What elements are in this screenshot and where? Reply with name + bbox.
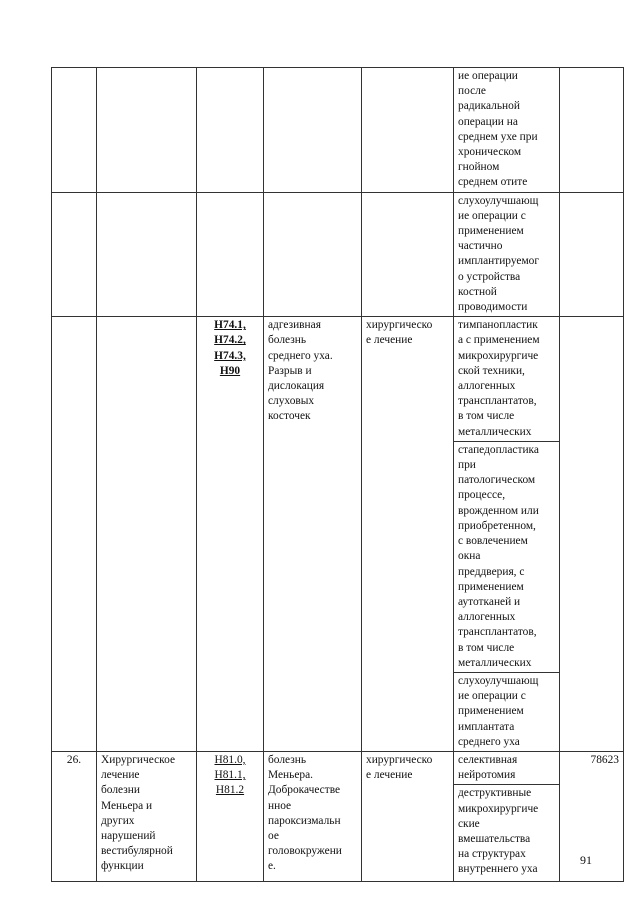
- method-line: среднего уха: [458, 735, 520, 748]
- diagnosis-line: дислокация: [268, 380, 325, 393]
- num-cell: 26.: [52, 751, 97, 881]
- treatment-cell: [362, 317, 454, 752]
- diagnosis-cell: [264, 317, 362, 752]
- method-line: трансплантатов,: [458, 395, 537, 408]
- method-line: в том числе: [458, 410, 515, 423]
- method-line: имплантата: [458, 720, 515, 733]
- method-line: среднем ухе при: [458, 130, 538, 143]
- method-line: применением: [458, 580, 524, 593]
- method-line: среднем отите: [458, 176, 528, 189]
- method-line: операции на: [458, 115, 518, 128]
- name-line: других: [101, 814, 135, 827]
- method-line: на структурах: [458, 848, 526, 861]
- diagnosis-line: среднего уха.: [268, 349, 333, 362]
- diagnosis-line: е.: [268, 860, 276, 873]
- name-line: болезни: [101, 784, 140, 797]
- treatment-line: хирургическо: [366, 319, 433, 332]
- cost-cell: [560, 68, 624, 193]
- method-line: селективная: [458, 753, 518, 766]
- diagnosis-line: адгезивная: [268, 319, 321, 332]
- method-line: ие операции с: [458, 209, 526, 222]
- method-line: в том числе: [458, 641, 515, 654]
- method-line: о устройства: [458, 270, 521, 283]
- diagnosis-line: болезнь: [268, 753, 307, 766]
- diagnosis-line: слуховых: [268, 395, 315, 408]
- diagnosis-cell: [264, 751, 362, 881]
- method-line: проводимости: [458, 301, 528, 314]
- method-line: преддверия, с: [458, 565, 525, 578]
- diagnosis-line: пароксизмальн: [268, 814, 341, 827]
- treatment-line: е лечение: [366, 769, 413, 782]
- method-line: патологическом: [458, 474, 536, 487]
- method-line: радикальной: [458, 100, 520, 113]
- method-cell: [454, 751, 560, 784]
- diagnosis-line: ое: [268, 829, 279, 842]
- name-cell: [97, 751, 197, 881]
- codes-cell: [197, 317, 264, 752]
- diagnosis-line: косточек: [268, 410, 311, 423]
- diagnosis-code-link[interactable]: H81.0,: [214, 753, 246, 766]
- method-line: металлических: [458, 425, 532, 438]
- name-line: вестибулярной: [101, 845, 173, 858]
- name-line: Меньера и: [101, 799, 153, 812]
- method-line: после: [458, 85, 486, 98]
- cost-cell: 78623: [560, 751, 624, 881]
- method-line: ской техники,: [458, 364, 525, 377]
- diagnosis-line: Меньера.: [268, 769, 313, 782]
- treatment-line: хирургическо: [366, 753, 433, 766]
- method-line: окна: [458, 550, 481, 563]
- name-line: функции: [101, 860, 144, 873]
- method-line: хроническом: [458, 146, 522, 159]
- method-line: гнойном: [458, 161, 500, 174]
- table-row: [52, 317, 624, 442]
- page-number: 91: [580, 853, 592, 867]
- cost-cell: [560, 317, 624, 752]
- method-line: с вовлечением: [458, 535, 528, 548]
- method-cell: [454, 317, 560, 442]
- method-line: ские: [458, 817, 480, 830]
- method-line: тимпанопластик: [458, 319, 538, 332]
- method-line: слухоулучшающ: [458, 674, 539, 687]
- method-line: трансплантатов,: [458, 626, 537, 639]
- method-line: врожденном или: [458, 504, 539, 517]
- diagnosis-code-link[interactable]: H74.2,: [214, 334, 246, 347]
- num-cell: [52, 192, 97, 317]
- method-line: стапедопластика: [458, 443, 539, 456]
- method-cell: [454, 441, 560, 672]
- method-cell: [454, 672, 560, 751]
- diagnosis-line: нное: [268, 799, 292, 812]
- name-cell: [97, 68, 197, 193]
- method-line: применением: [458, 705, 524, 718]
- method-line: аутотканей и: [458, 595, 521, 608]
- name-line: нарушений: [101, 829, 156, 842]
- method-line: применением: [458, 225, 524, 238]
- cost-cell: [560, 192, 624, 317]
- name-line: Хирургическое: [101, 753, 175, 766]
- diagnosis-cell: [264, 68, 362, 193]
- diagnosis-code-link[interactable]: H74.3,: [214, 349, 246, 362]
- name-cell: [97, 317, 197, 752]
- method-line: нейротомия: [458, 769, 516, 782]
- method-line: аллогенных: [458, 611, 516, 624]
- num-cell: [52, 317, 97, 752]
- table-row: [52, 751, 624, 784]
- diagnosis-line: Доброкачестве: [268, 784, 341, 797]
- name-line: лечение: [101, 769, 140, 782]
- diagnosis-line: Разрыв и: [268, 364, 312, 377]
- method-line: вмешательства: [458, 832, 531, 845]
- method-line: металлических: [458, 656, 532, 669]
- method-line: при: [458, 459, 476, 472]
- method-line: а с применением: [458, 334, 540, 347]
- table-row: [52, 192, 624, 317]
- codes-cell: [197, 192, 264, 317]
- method-line: аллогенных: [458, 380, 516, 393]
- method-line: приобретенном,: [458, 519, 536, 532]
- method-line: имплантируемог: [458, 255, 540, 268]
- treatment-line: е лечение: [366, 334, 413, 347]
- diagnosis-code-link[interactable]: H81.1,: [214, 769, 246, 782]
- method-line: внутреннего уха: [458, 863, 538, 876]
- method-line: ие операции: [458, 70, 518, 82]
- method-line: слухоулучшающ: [458, 194, 539, 207]
- diagnosis-code-link[interactable]: H81.2: [215, 784, 245, 797]
- treatment-cell: [362, 751, 454, 881]
- codes-cell: [197, 68, 264, 193]
- diagnosis-line: головокружени: [268, 845, 342, 858]
- method-line: частично: [458, 240, 503, 253]
- method-cell: [454, 68, 560, 193]
- method-line: микрохирургиче: [458, 349, 539, 362]
- method-line: костной: [458, 285, 497, 298]
- medical-care-table: [51, 67, 624, 882]
- treatment-cell: [362, 68, 454, 193]
- diagnosis-code-link[interactable]: H90: [219, 364, 241, 377]
- method-line: процессе,: [458, 489, 506, 502]
- diagnosis-code-link[interactable]: H74.1,: [214, 319, 246, 332]
- method-line: деструктивные: [458, 787, 532, 800]
- method-line: ие операции с: [458, 690, 526, 703]
- method-line: микрохирургиче: [458, 802, 539, 815]
- num-cell: [52, 68, 97, 193]
- codes-cell: [197, 751, 264, 881]
- table-row: [52, 68, 624, 193]
- name-cell: [97, 192, 197, 317]
- diagnosis-line: болезнь: [268, 334, 307, 347]
- treatment-cell: [362, 192, 454, 317]
- method-cell: [454, 785, 560, 882]
- method-cell: [454, 192, 560, 317]
- diagnosis-cell: [264, 192, 362, 317]
